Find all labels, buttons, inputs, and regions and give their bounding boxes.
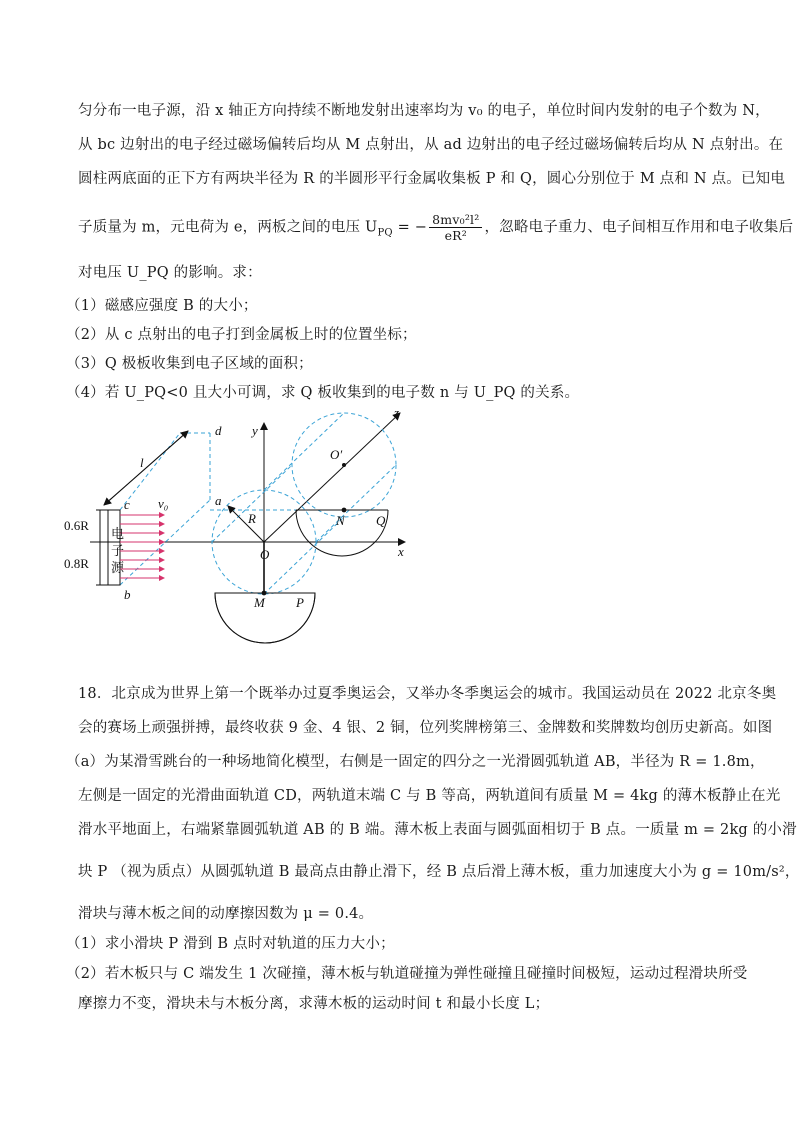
label-dim-1: 0.6R <box>64 518 89 533</box>
point-n <box>342 508 347 513</box>
p17-question-2: （2）从 c 点射出的电子打到金属板上时的位置坐标； <box>66 327 417 343</box>
p18-line-3: （a）为某滑雪跳台的一种场地简化模型，右侧是一固定的四分之一光滑圆弧轨道 AB，半径为 R = 1.8m， <box>66 754 765 770</box>
p17-line-5: 对电压 U_PQ 的影响。求： <box>78 265 262 281</box>
point-o1 <box>342 463 346 467</box>
label-z: z <box>394 405 400 420</box>
p18-line-1: 18．北京成为世界上第一个既举办过夏季奥运会，又举办冬季奥运会的城市。我国运动员在 2022 北京冬奥 <box>78 686 777 702</box>
label-source-3: 源 <box>111 560 125 575</box>
p18-line-2: 会的赛场上顽强拼搏，最终收获 9 金、4 银、2 铜，位列奖牌榜第三、金牌数和奖牌数均创历史新高。如图 <box>78 720 773 736</box>
label-q: Q <box>376 513 386 528</box>
label-b: b <box>124 587 131 602</box>
p18-question-1: （1）求小滑块 P 滑到 B 点时对轨道的压力大小； <box>66 936 395 952</box>
label-a: a <box>215 493 222 508</box>
p17-line-2: 从 bc 边射出的电子经过磁场偏转后均从 M 点射出，从 ad 边射出的电子经过磁场偏转后均从 N 点射出。在 <box>78 137 784 153</box>
label-o1: O′ <box>330 447 343 462</box>
label-dim-2: 0.8R <box>64 556 89 571</box>
p17-line-1: 匀分布一电子源，沿 x 轴正方向持续不断地发射出速率均为 v₀ 的电子，单位时间内发射的电子个数为 N， <box>78 103 770 119</box>
equals-minus: = − <box>392 219 428 236</box>
p17-line-4 <box>78 212 793 243</box>
physics-figure <box>60 405 420 655</box>
label-source-2: 子 <box>111 543 125 558</box>
label-y: y <box>252 423 258 438</box>
label-o: O <box>260 547 270 562</box>
p17-line-3: 圆柱两底面的正下方有两块半径为 R 的半圆形平行金属收集板 P 和 Q，圆心分别位于 M 点和 N 点。已知电 <box>78 171 786 187</box>
label-l: l <box>140 455 144 470</box>
radius-arrow <box>228 506 264 542</box>
label-c: c <box>124 497 130 512</box>
p17-line-4-b: ，忽略电子重力、电子间相互作用和电子收集后 <box>484 219 794 236</box>
fraction-numerator: 8mv₀²l² <box>429 212 482 228</box>
label-v0: v₀ <box>158 496 169 511</box>
dimension-lines <box>96 510 108 585</box>
p17-question-3: （3）Q 极板收集到电子区域的面积； <box>66 356 313 372</box>
label-source-1: 电 <box>111 526 125 541</box>
p18-line-6: 块 P （视为质点）从圆弧轨道 B 最高点由静止滑下，经 B 点后滑上薄木板，重力加速度大小为 g = 10m/s²， <box>78 864 800 880</box>
p17-question-4: （4）若 U_PQ<0 且大小可调，求 Q 板收集到的电子数 n 与 U_PQ 的关系。 <box>66 385 580 401</box>
label-n: N <box>336 513 345 528</box>
p18-line-4: 左侧是一固定的光滑曲面轨道 CD，两轨道末端 C 与 B 等高，两轨道间有质量 M = 4kg 的薄木板静止在光 <box>78 788 781 804</box>
voltage-fraction <box>429 212 482 243</box>
p18-line-5: 滑水平地面上，右端紧靠圆弧轨道 AB 的 B 端。薄木板上表面与圆弧面相切于 B 点。一质量 m = 2kg 的小滑 <box>78 822 797 838</box>
fraction-denominator: eR² <box>444 228 467 243</box>
p17-line-4-a: 子质量为 m，元电荷为 e，两板之间的电压 U <box>78 219 378 236</box>
voltage-subscript: PQ <box>377 227 393 239</box>
p18-question-2a: （2）若木板只与 C 端发生 1 次碰撞，薄木板与轨道碰撞为弹性碰撞且碰撞时间极短，运动过程滑块所受 <box>66 966 748 982</box>
p17-question-1: （1）磁感应强度 B 的大小； <box>66 298 258 314</box>
label-r: R <box>248 511 256 526</box>
label-x: x <box>398 544 404 559</box>
p18-line-7: 滑块与薄木板之间的动摩擦因数为 μ = 0.4。 <box>78 906 374 922</box>
electron-beam <box>120 515 164 578</box>
label-p: P <box>296 595 304 610</box>
label-d: d <box>215 423 222 438</box>
p18-question-2b: 摩擦力不变，滑块未与木板分离，求薄木板的运动时间 t 和最小长度 L； <box>78 996 550 1012</box>
label-m: M <box>254 595 265 610</box>
